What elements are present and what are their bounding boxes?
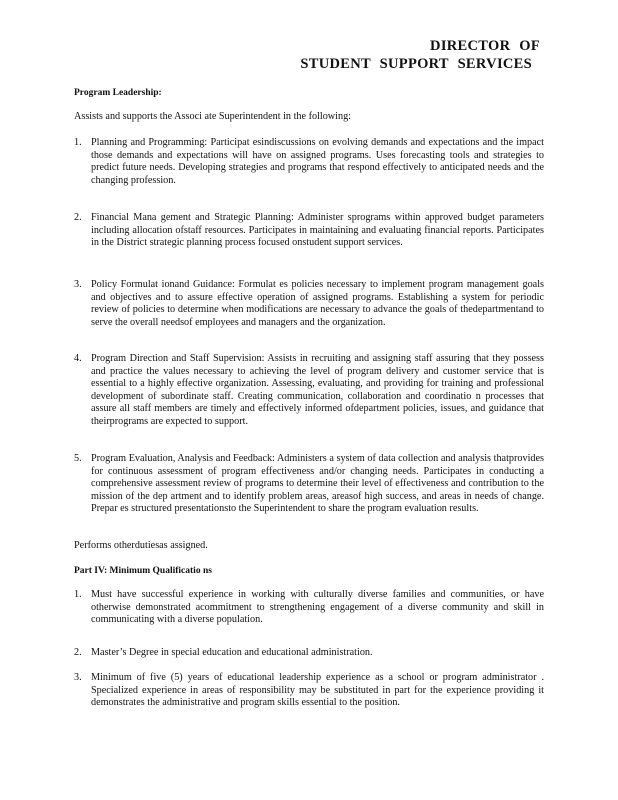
other-duties-paragraph: Performs otherdutiesas assigned.	[74, 540, 208, 551]
program-leadership-heading: Program Leadership:	[74, 88, 162, 98]
qualification-text: Master’s Degree in special education and educational administration.	[91, 647, 373, 658]
document-title-line2: STUDENT SUPPORT SERVICES	[300, 56, 532, 72]
duty-item-5	[74, 453, 544, 516]
qualification-text: Minimum of five (5) years of educational leadership experience as a school or program administrator . Specialized experience in areas of responsibility may be substituted in part for the experience providing it demonstrates the administrative and program skills essential to the position.	[91, 672, 544, 709]
qualification-number: 2.	[74, 647, 82, 658]
qualification-number: 3.	[74, 672, 82, 683]
part4-qualifications-heading: Part IV: Minimum Qualificatio ns	[74, 566, 212, 576]
duty-text: Planning and Programming: Participat esindiscussions on evolving demands and expectations and the impact those demands and expectations will have on assigned programs. Uses forecasting tools and strategies to predict future needs. Developing strategies and programs that respond effectively to anticipated needs and the changing profession.	[91, 137, 544, 186]
duty-item-3	[74, 279, 544, 329]
duty-number: 1.	[74, 137, 82, 148]
duty-text: Program Evaluation, Analysis and Feedback: Administers a system of data collection and analysis thatprovides for continuous assessment of program effectiveness and/or changing needs. Participates in conducting a comprehensive assessment review of programs to determine their level of effectiveness and contribution to the mission of the dep artment and to identify problem areas, areasof high success, and areas in needs of change. Prepar es structured presentationsto the Superintendent to share the program evaluation results.	[91, 453, 544, 515]
duty-text: Financial Mana gement and Strategic Planning: Administer sprograms within approved budget parameters including allocation ofstaff resources. Participates in maintaining and evaluating financial reports. Participates in the District strategic planning process focused onstudent support services.	[91, 212, 544, 249]
qualification-item-2	[74, 647, 544, 660]
duty-text: Program Direction and Staff Supervision: Assists in recruiting and assigning staff assuring that they possess and practice the values necessary to achieving the level of program delivery and customer service that is essential to a highly effective organization. Assessing, evaluating, and providing for training and professional development of subordinate staff. Creating communication, collaboration and coordinatio n processes that assure all staff members are timely and effectively informed ofdepartment policies, issues, and guidance that theirprograms are expected to support.	[91, 353, 544, 427]
qualification-item-1	[74, 589, 544, 627]
qualification-item-3	[74, 672, 544, 710]
duty-number: 2.	[74, 212, 82, 223]
intro-paragraph: Assists and supports the Associ ate Superintendent in the following:	[74, 111, 352, 122]
document-title-line1: DIRECTOR OF	[430, 38, 540, 54]
duty-item-2	[74, 212, 544, 250]
duty-item-1	[74, 137, 544, 187]
duty-item-4	[74, 353, 544, 429]
duty-text: Policy Formulat ionand Guidance: Formulat es policies necessary to implement program management goals and objectives and to assure effective operation of assigned programs. Establishing a system for periodic review of policies to determine when modifications are necessary to advance the goals of thedepartmentand to serve the overall needsof employees and managers and the organization.	[91, 279, 544, 328]
qualification-text: Must have successful experience in working with culturally diverse families and communities, or have otherwise demonstrated acommitment to strengthening engagement of a diverse community and skill in communicating with a diverse population.	[91, 589, 544, 626]
qualification-number: 1.	[74, 589, 82, 600]
duty-number: 3.	[74, 279, 82, 290]
duty-number: 5.	[74, 453, 82, 464]
duty-number: 4.	[74, 353, 82, 364]
